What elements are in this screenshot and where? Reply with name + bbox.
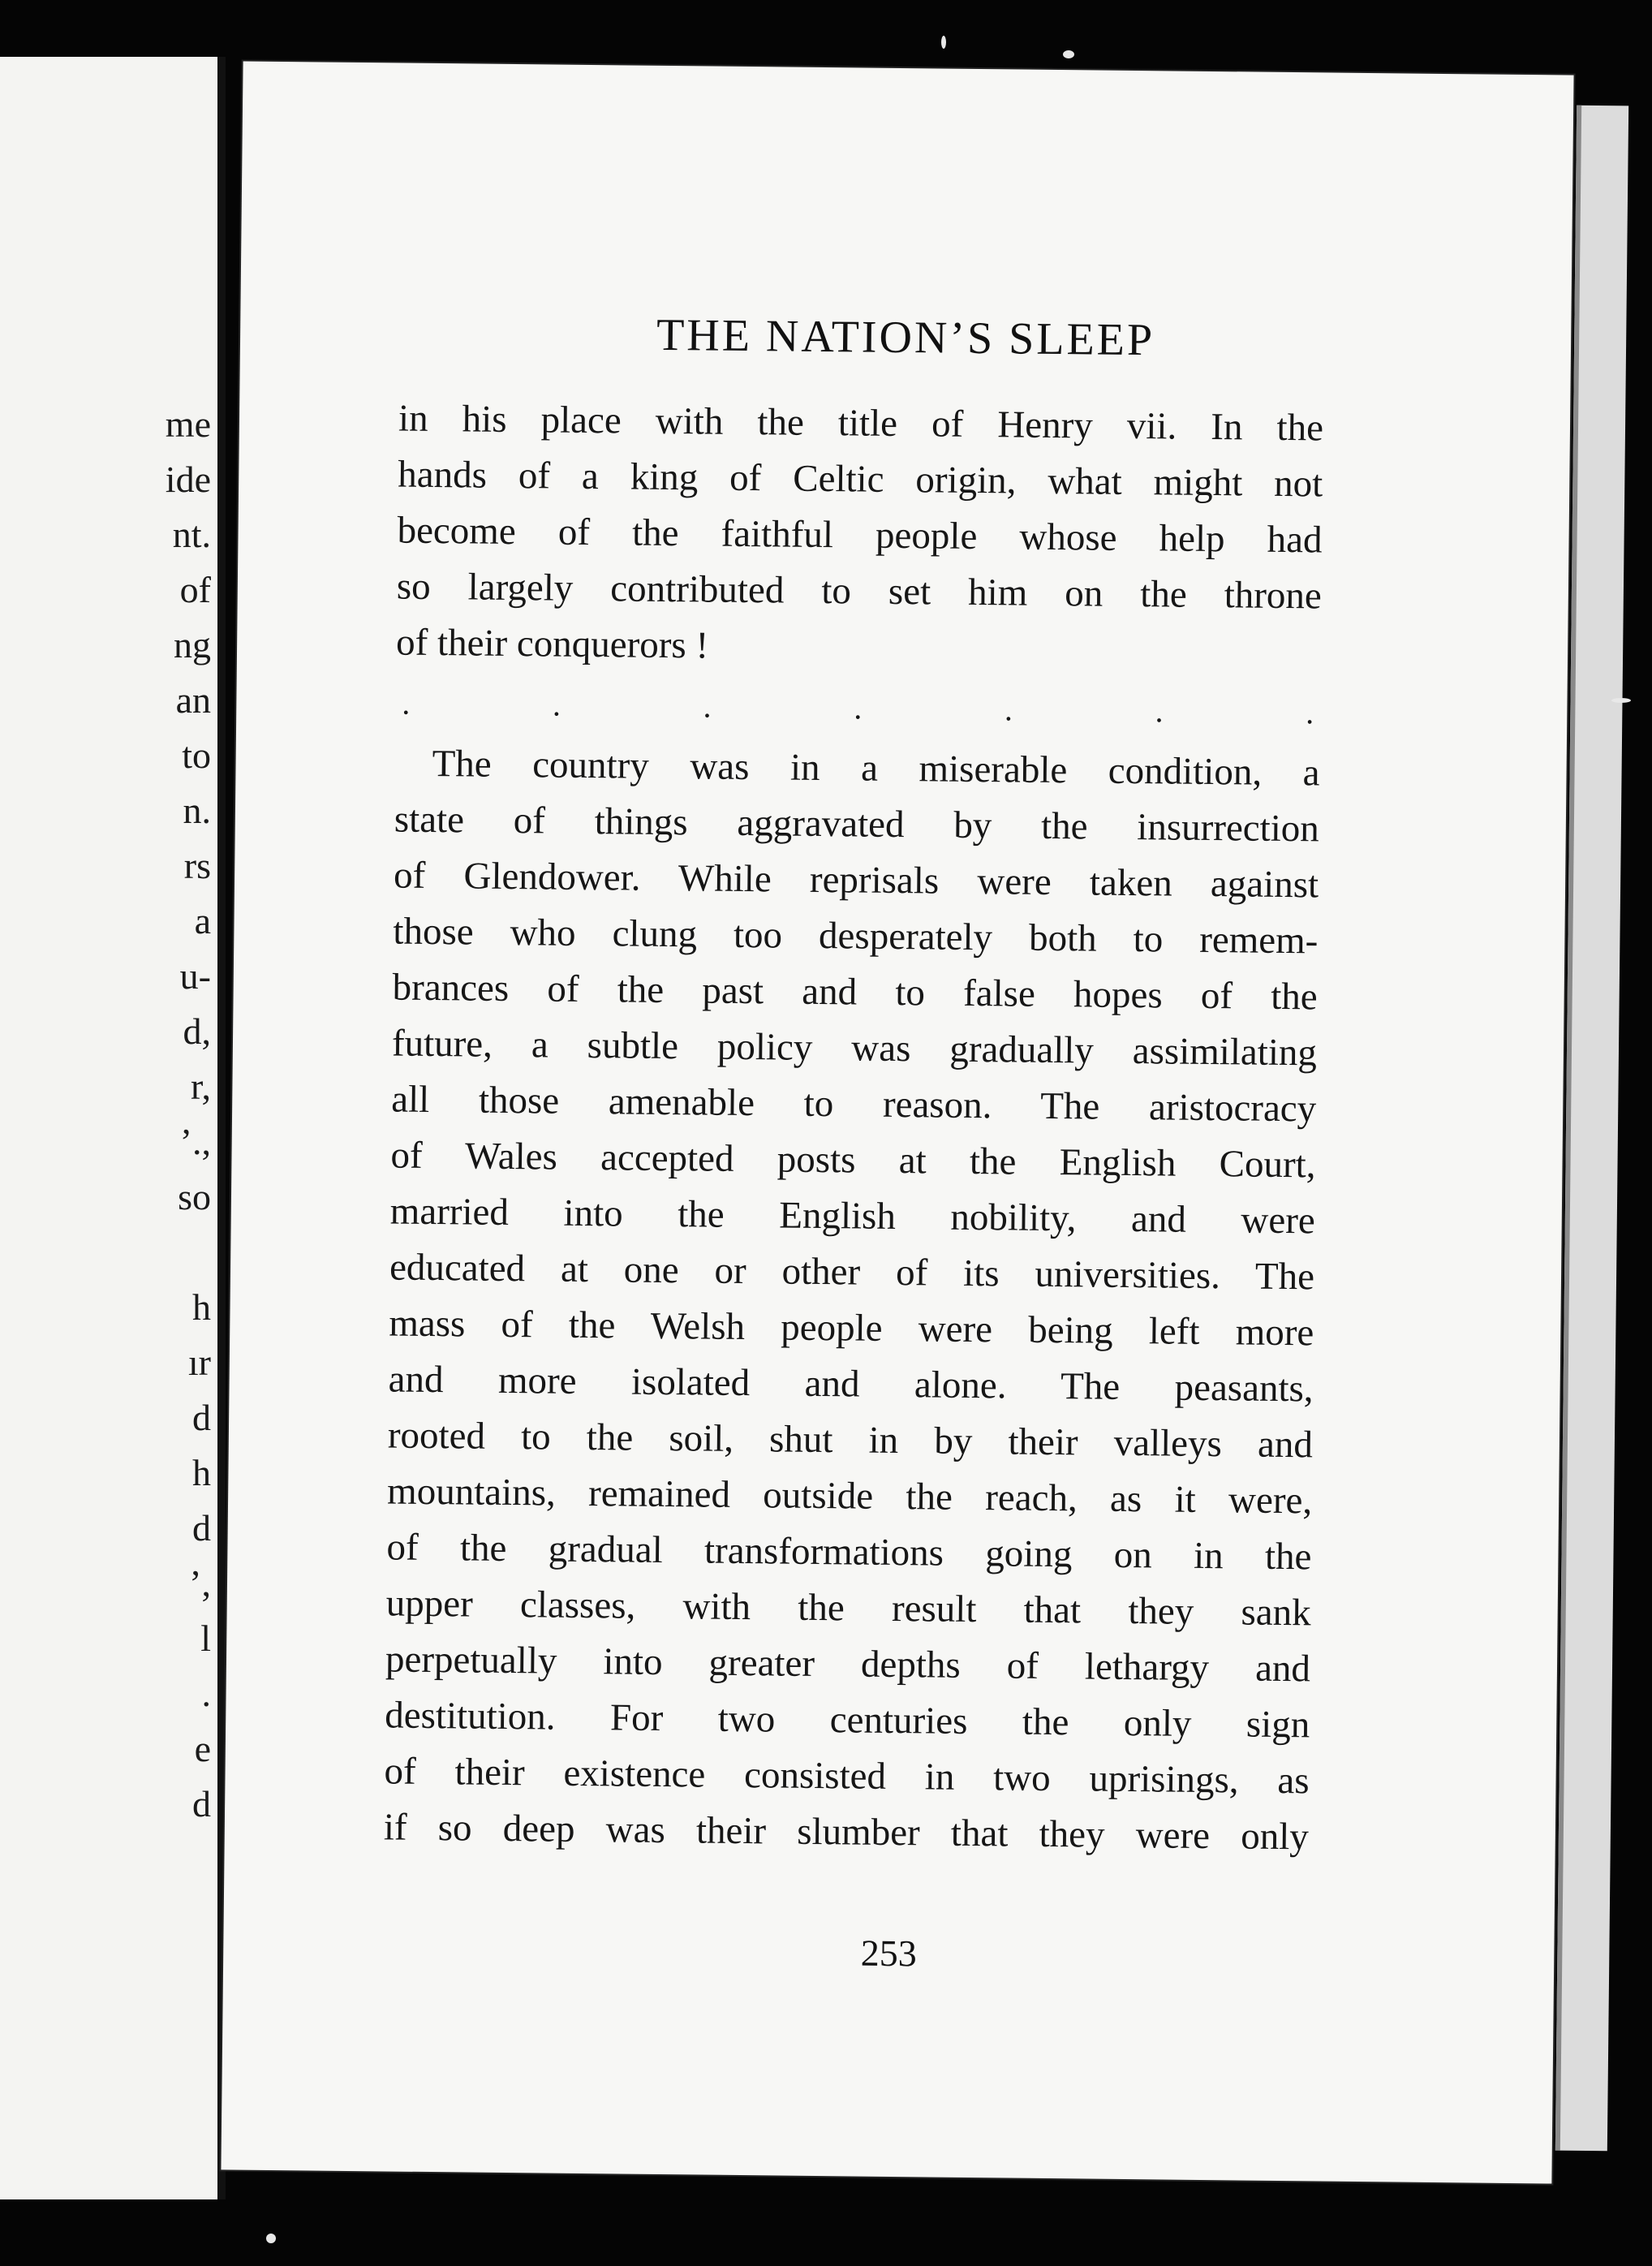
left-page-fragment: u-	[179, 955, 211, 997]
text-line: perpetually into greater depths of lethargy and	[385, 1638, 1311, 1691]
left-page-fragment: d	[192, 1397, 211, 1438]
text-line: married into the English nobility, and were	[389, 1190, 1316, 1243]
text-line: of Glendower. While reprisals were taken against	[393, 854, 1319, 907]
left-page-fragment: an	[175, 679, 211, 721]
film-speck	[266, 2234, 276, 2243]
text-line: become of the faithful people whose help had	[397, 509, 1323, 562]
text-line: rooted to the soil, shut in by their valleys and	[387, 1414, 1314, 1467]
text-line: brances of the past and to false hopes of the	[392, 966, 1318, 1019]
left-page-fragment: d,	[183, 1010, 211, 1052]
text-line: hands of a king of Celtic origin, what might not	[398, 453, 1323, 506]
left-page-fragment: ’.,	[179, 1121, 211, 1162]
text-line: those who clung too desperately both to remem-	[393, 910, 1319, 963]
film-speck	[1063, 50, 1074, 58]
text-line: upper classes, with the result that they sank	[385, 1582, 1311, 1635]
text-line: of Wales accepted posts at the English Court,	[390, 1134, 1316, 1187]
left-page-fragment: d	[192, 1507, 211, 1549]
left-page-fragment: ’,	[189, 1562, 211, 1604]
left-page-fragment: ng	[174, 624, 211, 666]
text-line: state of things aggravated by the insurrection	[394, 798, 1320, 851]
text-line: mountains, remained outside the reach, as it were,	[386, 1470, 1313, 1523]
running-head: THE NATION’S SLEEP	[656, 309, 1155, 366]
left-page-fragment: r,	[191, 1066, 211, 1107]
film-speck	[941, 36, 946, 49]
left-page-fragment: .	[201, 1673, 211, 1714]
left-page-fragment: rs	[183, 845, 211, 886]
text-line: all those amenable to reason. The aristocracy	[390, 1078, 1317, 1131]
text-line: of the gradual transformations going on in the	[386, 1526, 1312, 1579]
left-page-fragment: ır	[187, 1342, 211, 1383]
left-page-fragment: h	[192, 1452, 211, 1493]
left-page-fragment: ide	[165, 459, 211, 500]
film-speck	[1611, 698, 1631, 703]
text-line: if so deep was their slumber that they were only	[383, 1806, 1310, 1859]
left-page-fragment: e	[194, 1728, 211, 1769]
text-line: of their conquerors !	[395, 621, 709, 667]
left-page-fragment: l	[200, 1618, 211, 1659]
text-line: educated at one or other of its universities. The	[389, 1246, 1315, 1299]
left-page-fragment: to	[182, 735, 211, 776]
text-line: so largely contributed to set him on the throne	[396, 565, 1323, 618]
left-page-fragment: h	[192, 1286, 211, 1328]
text-line: mass of the Welsh people were being left more	[389, 1302, 1314, 1355]
left-page-fragment: nt.	[172, 514, 211, 555]
section-separator: . . . . . . .	[402, 684, 1314, 731]
body-text	[384, 391, 1324, 1866]
text-line: future, a subtle policy was gradually assimilating	[391, 1022, 1318, 1075]
text-line: destitution. For two centuries the only sign	[385, 1694, 1310, 1747]
book-page	[221, 61, 1573, 2183]
text-line: and more isolated and alone. The peasants,	[388, 1358, 1314, 1411]
text-line: of their existence consisted in two uprisings, as	[384, 1750, 1310, 1803]
left-facing-page	[0, 57, 226, 2199]
text-line: in his place with the title of Henry vii. In the	[398, 397, 1324, 450]
left-page-fragment: a	[194, 900, 211, 941]
left-page-fragment: so	[178, 1176, 211, 1217]
left-page-fragment: d	[192, 1783, 211, 1824]
left-page-fragment: n.	[183, 790, 211, 831]
page-number: 253	[860, 1932, 918, 1975]
left-page-fragment: of	[179, 569, 211, 610]
text-line: The country was in a miserable condition, a	[432, 742, 1320, 795]
left-page-fragment: me	[165, 403, 211, 445]
